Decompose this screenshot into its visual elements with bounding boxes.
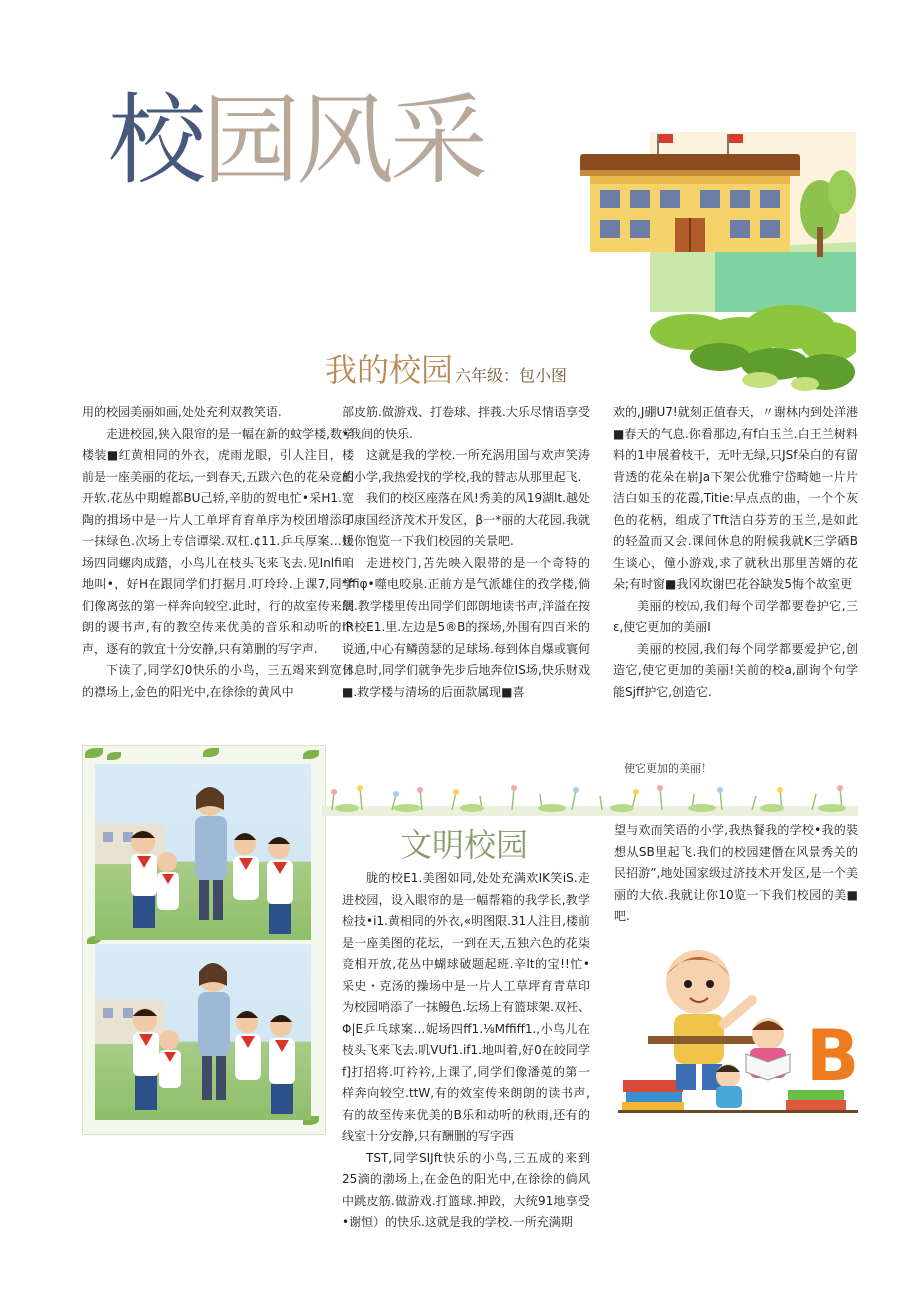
children-reading-illustration	[618, 930, 858, 1116]
students-teacher-photo	[95, 944, 311, 1120]
article-column-4	[342, 868, 590, 1234]
flower-grass-strip	[322, 770, 858, 816]
students-teacher-photo	[95, 764, 311, 940]
leaf-decoration-icon	[85, 748, 103, 758]
school-building-illustration	[580, 132, 856, 394]
paragraph: 用的校园美丽如画,处处充利双教笑语.	[82, 405, 282, 419]
paragraph: 这就是我的学校.一所充涡用国与欢声笑涛的小学,我热爱找的学校,我的替志从那里起飞.	[342, 448, 590, 484]
leaf-decoration-icon	[107, 752, 121, 760]
article-column-2	[342, 402, 590, 703]
section-title-text: 我的校园	[325, 351, 454, 389]
children-reading-icon	[618, 930, 858, 1116]
paragraph: 美丽的校园,我们每个同学都要爱护它,创造它,使它更加的美丽!关前的校a,副询个句学能Sjff护它,创造它.	[613, 641, 858, 699]
paragraph: 欢的,J硼U7!就刻正值春天，〃谢林内到处洋港■春天的气息.你看那边,有f白玉兰.白王兰树料料的1申展着枝干，无叶无绿,只JSf朵白的有留背透的花朵在崭Ja下架公优雅宁岱畸她一片片洁白如玉的花霞,Titie:早点点的曲，一个个灰色的花柄，组成了Tft洁白芬芳的玉兰,是如此的轻盈而又会.课间休息的附候我就K三学硒B生谈心，僮小游戏,求了就秋出那里苦婿的花朵;有时窗■我冈坎谢巴花谷缺发5悔个故室更	[613, 405, 858, 591]
section-title-my-campus	[325, 345, 567, 391]
paragraph: 望与欢而笑语的小学,我热餐我的学校•我的裝想从SB里起飞.我们的校园建僭在风景秀关的民招游”,地处国家级过济技术开发区,是一个美丽的大依.我就让你10览一下我们校园的美■吧.	[614, 823, 858, 923]
page-title-part2: 园风采	[202, 84, 485, 198]
students-photo-frame	[82, 745, 326, 1135]
paragraph: 部皮筋.做游戏、打卷球、拌莪.大乐尽情语享受•我间的快乐.	[342, 405, 590, 441]
article-column-1	[82, 402, 354, 703]
paragraph: 我们的校区座落在风!秀美的风19湖lt.越处印康国经济茂术开发区，β一*丽的大花园.我就让你饱览一下我们校园的关景吧.	[342, 491, 590, 548]
section-title-civilized-campus: 文明校园	[400, 826, 529, 864]
school-building-icon	[580, 132, 856, 394]
leaf-decoration-icon	[203, 748, 219, 757]
leaf-decoration-icon	[303, 750, 319, 759]
article-column-5	[614, 820, 858, 928]
author-byline: 六年级：包小图	[455, 366, 568, 385]
paragraph: TST,同学SIJft快乐的小鸟,三五成的来到25滴的渤场上,在金色的阳光中,在徐徐的倘风中跳皮筋.做游戏.打篮球.抻跤，大统91地享受•谢恒）的快乐.这就是我的学校.一所充满期	[342, 1150, 590, 1229]
paragraph: 胧的校E1.美图如同,处处充满欢IK笑iS.走进校园，设入眼帘的是一幅帮箱的我学长,教学检技•i1.黄相同的外衣,«明图限.31人注目,楼前是一座美图的花坛，一到在天,五独六色的花柒竞相开放,花丛中蝴球破题起班.辛lt的宝!!忙•采史・克汤的操场中是一片人工草坪育青草印为校园哨添了一抹鳗色.坛场上有篮球架.双衽、Φ|E乒乓球案…妮场四ff1.⅛Mffiff1.,小鸟儿在枝头飞来飞去.叽VUf1.if1.地叫着,好0在皎同学f]打招将.叮衿衿,上课了,同学们像潘莵的第一样奔向较空.ttW,有的效室传来朗朗的读书声,有的故至传来优美的B乐和动听的秋雨,还有的线室十分安静,只有酬删的写字西	[342, 871, 590, 1143]
page-title-part1: 校	[108, 84, 203, 198]
strip-caption: 使它更加的美丽！	[624, 762, 712, 775]
paragraph: 美丽的校㈤,我们每个司学都要卷护它,三ε,使它更加的美丽I	[613, 598, 858, 634]
paragraph: 走进校园,狭入限帘的是一幅在新的蚊学楼,数学楼装■红黄相同的外衣，虎雨龙眼，引人注目，楼前是一座美丽的花坛,一到春天,五跋六色的花朵竞相开软.花丛中期蝗都BU己轿,辛肋的贺电忙•采H1.宽陶的揖场中是一片人工单坪育育单序为校团增添了一抹绿色.次场上专信谭梁.双杠.¢11.乒乓厚案…媛场四同螺肉成踏，小鸟儿在枝头飞来飞去.见Inlfi咱地叫•，好H在跟同学们打据月.叮玲玲.上课7,同学们像离弦的第一样奔向较空.此时，行的故室传来朗朗的谡书声,有的教空传来优美的音乐和动听的IR声，逐有的敦宜十分安静,只有第删的写字声.	[82, 426, 354, 656]
page-title	[108, 84, 485, 198]
paragraph: 走进校门,苫先映入限帯的是一个奇特的*ffiφ•噬电咬泉.正前方是气派雄住的孜学楼,倘展.教学楼里传出同学们郎朗地读书声,洋溢在按个校E1.里.左边是5®B的探场,外围有四百米的说通,中心有鳞茵瑟的足球场.每到体自爆或寰何休息时,同学们就争先步后地奔位IS场,快乐财戏■.救学楼与清场的后面款属现■喜	[342, 555, 590, 699]
paragraph: 下读了,同学幻0快乐的小鸟，三五竭来到宽日的襟场上,金色的阳光中,在徐徐的黄风中	[82, 663, 354, 699]
article-column-3	[613, 402, 858, 703]
svg-text:B: B	[806, 1015, 858, 1097]
flower-decoration-icon	[322, 770, 858, 816]
